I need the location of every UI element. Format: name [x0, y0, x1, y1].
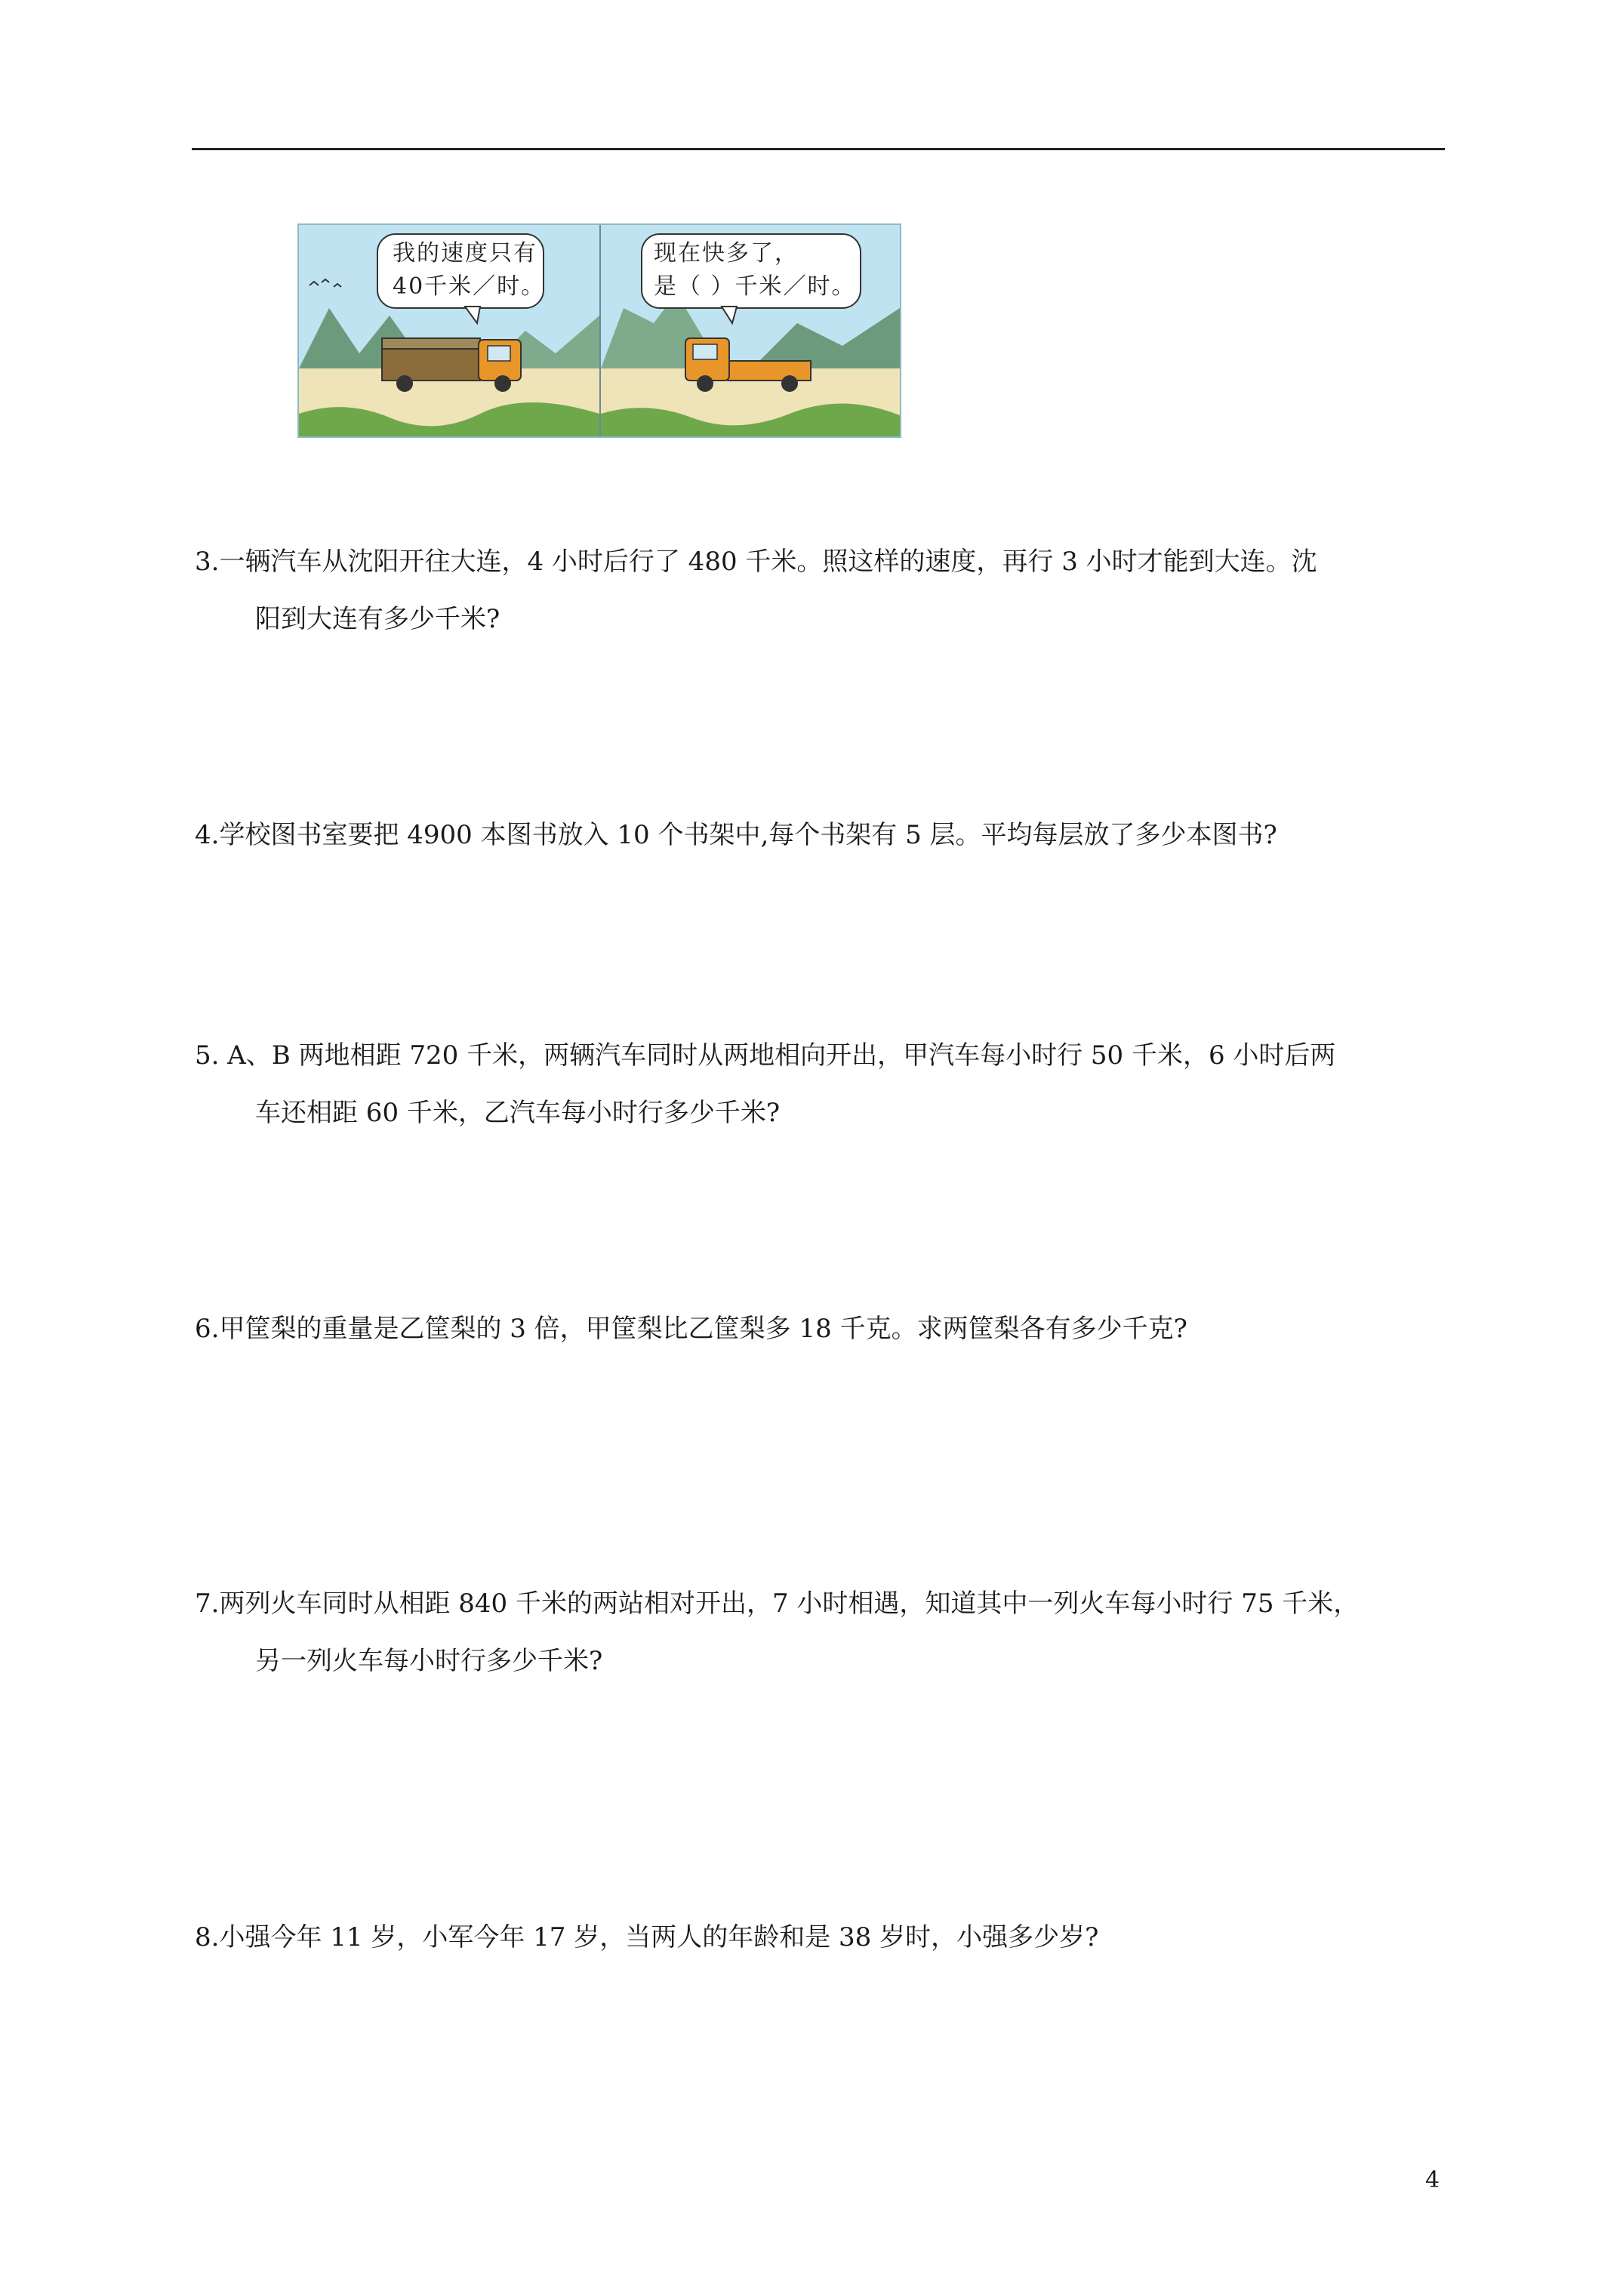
- question-3: [195, 533, 1448, 648]
- right-bubble-line-2: 是（ ）千米／时。: [654, 273, 856, 300]
- question-6: [195, 1300, 1448, 1358]
- right-bubble-text: [654, 237, 856, 304]
- question-5-line-1: 5. A、B 两地相距 720 千米，两辆汽车同时从两地相向开出，甲汽车每小时行 50 千米，6 小时后两: [195, 1040, 1336, 1071]
- left-bubble-line-2: 40千米／时。: [393, 273, 546, 300]
- question-7-line-2: 另一列火车每小时行多少千米?: [255, 1646, 603, 1676]
- question-5-line-2: 车还相距 60 千米，乙汽车每小时行多少千米?: [255, 1098, 781, 1128]
- left-bubble-text: [393, 237, 545, 304]
- question-4: [195, 806, 1448, 864]
- question-7: [195, 1575, 1448, 1690]
- question-3-line-2: 阳到大连有多少千米?: [255, 604, 500, 634]
- question-7-line-1: 7.两列火车同时从相距 840 千米的两站相对开出，7 小时相遇，知道其中一列火车每小时行 75 千米，: [195, 1589, 1360, 1619]
- question-8: [195, 1909, 1448, 1966]
- header-rule: [192, 148, 1445, 150]
- left-bubble-line-1: 我的速度只有: [393, 240, 537, 267]
- right-bubble-line-1: 现在快多了，: [654, 240, 799, 267]
- question-8-line-1: 8.小强今年 11 岁，小军今年 17 岁，当两人的年龄和是 38 岁时，小强多少岁?: [195, 1922, 1099, 1952]
- question-4-line-1: 4.学校图书室要把 4900 本图书放入 10 个书架中,每个书架有 5 层。平均每层放了多少本图书?: [195, 820, 1277, 850]
- question-6-line-1: 6.甲筐梨的重量是乙筐梨的 3 倍，甲筐梨比乙筐梨多 18 千克。求两筐梨各有多少千克?: [195, 1314, 1187, 1344]
- page-number: 4: [1425, 2167, 1440, 2193]
- question-3-line-1: 3.一辆汽车从沈阳开往大连，4 小时后行了 480 千米。照这样的速度，再行 3 小时才能到大连。沈: [195, 547, 1317, 577]
- question-5: [195, 1027, 1448, 1142]
- truck-speed-illustration: [297, 223, 901, 438]
